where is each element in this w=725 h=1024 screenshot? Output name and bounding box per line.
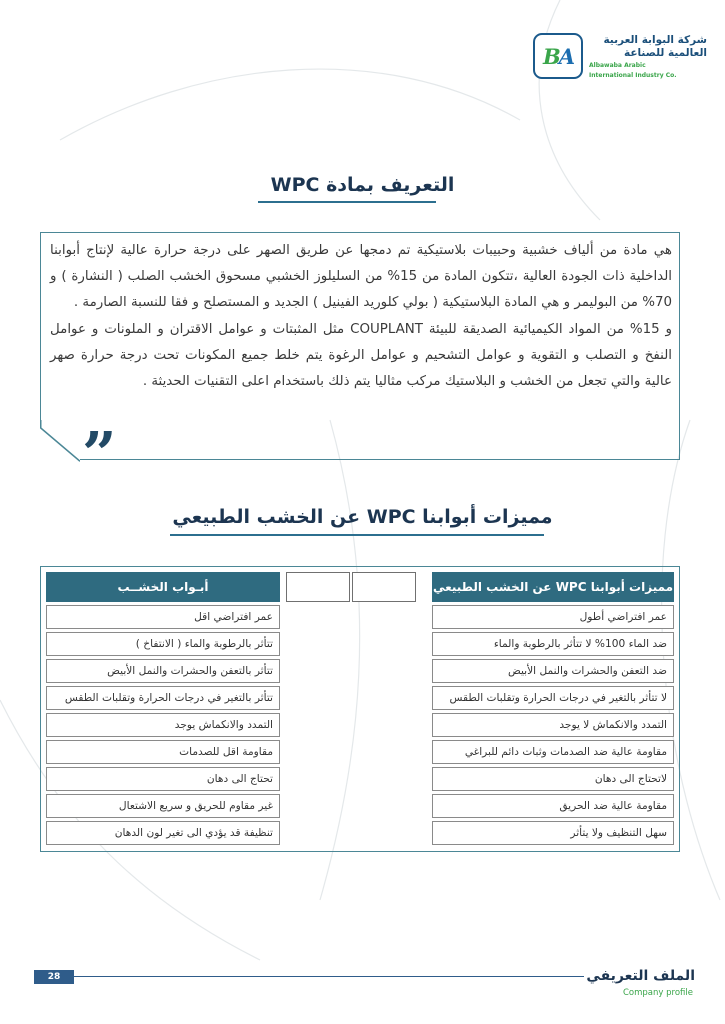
logo-name-ar-1: شركة البوابة العربية	[603, 34, 707, 46]
logo-letter-b: B	[542, 43, 559, 69]
definition-paragraph	[50, 238, 672, 395]
logo-name-ar-2: العالمية للصناعة	[623, 47, 707, 59]
wpc-row: سهل التنظيف ولا يتأثر	[432, 821, 674, 845]
wpc-row: لا تتأثر بالتغير في درجات الحرارة وتقلبات الطقس	[432, 686, 674, 710]
quote-icon: ”	[82, 420, 117, 490]
wpc-definition-title: التعريف بمادة WPC	[270, 174, 455, 196]
wood-row: تحتاج الى دهان	[46, 767, 280, 791]
wood-row: التمدد والانكماش يوجد	[46, 713, 280, 737]
footer-divider	[74, 976, 584, 977]
wpc-row: لاتحتاج الى دهان	[432, 767, 674, 791]
wood-row: تتأثر بالتعفن والحشرات والنمل الأبيض	[46, 659, 280, 683]
wpc-row: مقاومة عالية ضد الحريق	[432, 794, 674, 818]
wood-row: تتأثر بالرطوبة والماء ( الانتفاخ )	[46, 632, 280, 656]
title-underline	[170, 534, 544, 536]
wpc-row: ضد الماء 100% لا تتأثر بالرطوبة والماء	[432, 632, 674, 656]
wood-column-header: أبـواب الخشــب	[46, 572, 280, 602]
wood-row: تتأثر بالتغير في درجات الحرارة وتقلبات الطقس	[46, 686, 280, 710]
logo-name-en-1: Albawaba Arabic	[589, 62, 646, 69]
wpc-row: عمر افتراضي أطول	[432, 605, 674, 629]
logo-name-en-2: International Industry Co.	[589, 72, 677, 79]
features-title: مميزات أبوابنا WPC عن الخشب الطبيعي	[172, 506, 553, 528]
title-underline	[258, 201, 436, 203]
quote-notch	[40, 420, 80, 462]
logo-monogram	[543, 44, 573, 69]
spacer-header-cell	[286, 572, 350, 602]
spacer-header-cell	[352, 572, 416, 602]
footer-title-en: Company profile	[623, 988, 693, 998]
wood-row: مقاومة اقل للصدمات	[46, 740, 280, 764]
wpc-column-header: مميزات أبوابنا WPC عن الخشب الطبيعي	[432, 572, 674, 602]
page-number: 28	[34, 970, 74, 984]
logo-mark	[533, 33, 583, 79]
wood-row: غير مقاوم للحريق و سريع الاشتعال	[46, 794, 280, 818]
wood-row: تنظيفة قد يؤدي الى تغير لون الدهان	[46, 821, 280, 845]
footer-title-ar: الملف التعريفي	[586, 968, 695, 984]
wpc-row: مقاومة عالية ضد الصدمات وثبات دائم للبراغي	[432, 740, 674, 764]
wpc-row: التمدد والانكماش لا يوجد	[432, 713, 674, 737]
wood-row: عمر افتراضي اقل	[46, 605, 280, 629]
wpc-row: ضد التعفن والحشرات والنمل الأبيض	[432, 659, 674, 683]
company-logo	[527, 30, 707, 86]
logo-text	[585, 34, 707, 80]
definition-text-1: هي مادة من ألياف خشبية وحبيبات بلاستيكية تم دمجها عن طريق الصهر على درجة حرارة عالية لإنتاج أبوابنا الداخلية ذات الجودة العالية ،تتكون المادة من 15% من السليلوز الخشبي مسحوق الخشب الصلب ( النشارة ) و 70% من البوليمر و هي المادة البلاستيكية ( بولي كلوريد الفينيل ) الجديد و المستصلح و فقا للنسبة الصارمة .	[50, 243, 672, 311]
logo-letter-a: A	[558, 43, 574, 69]
definition-text-2: و 15% من المواد الكيميائية الصديقة للبيئة COUPLANT مثل المثبتات و عوامل الاقتران و الملونات و عوامل النفخ و التصلب و التقوية و عوامل التشحيم و عوامل الرغوة يتم خلط جميع المكونات تحت درجة حرارة صهر عالية والتي تجعل من الخشب و البلاستيك مركب مثاليا يتم ذلك باستخدام اعلى التقنيات الحديثة .	[50, 321, 672, 390]
